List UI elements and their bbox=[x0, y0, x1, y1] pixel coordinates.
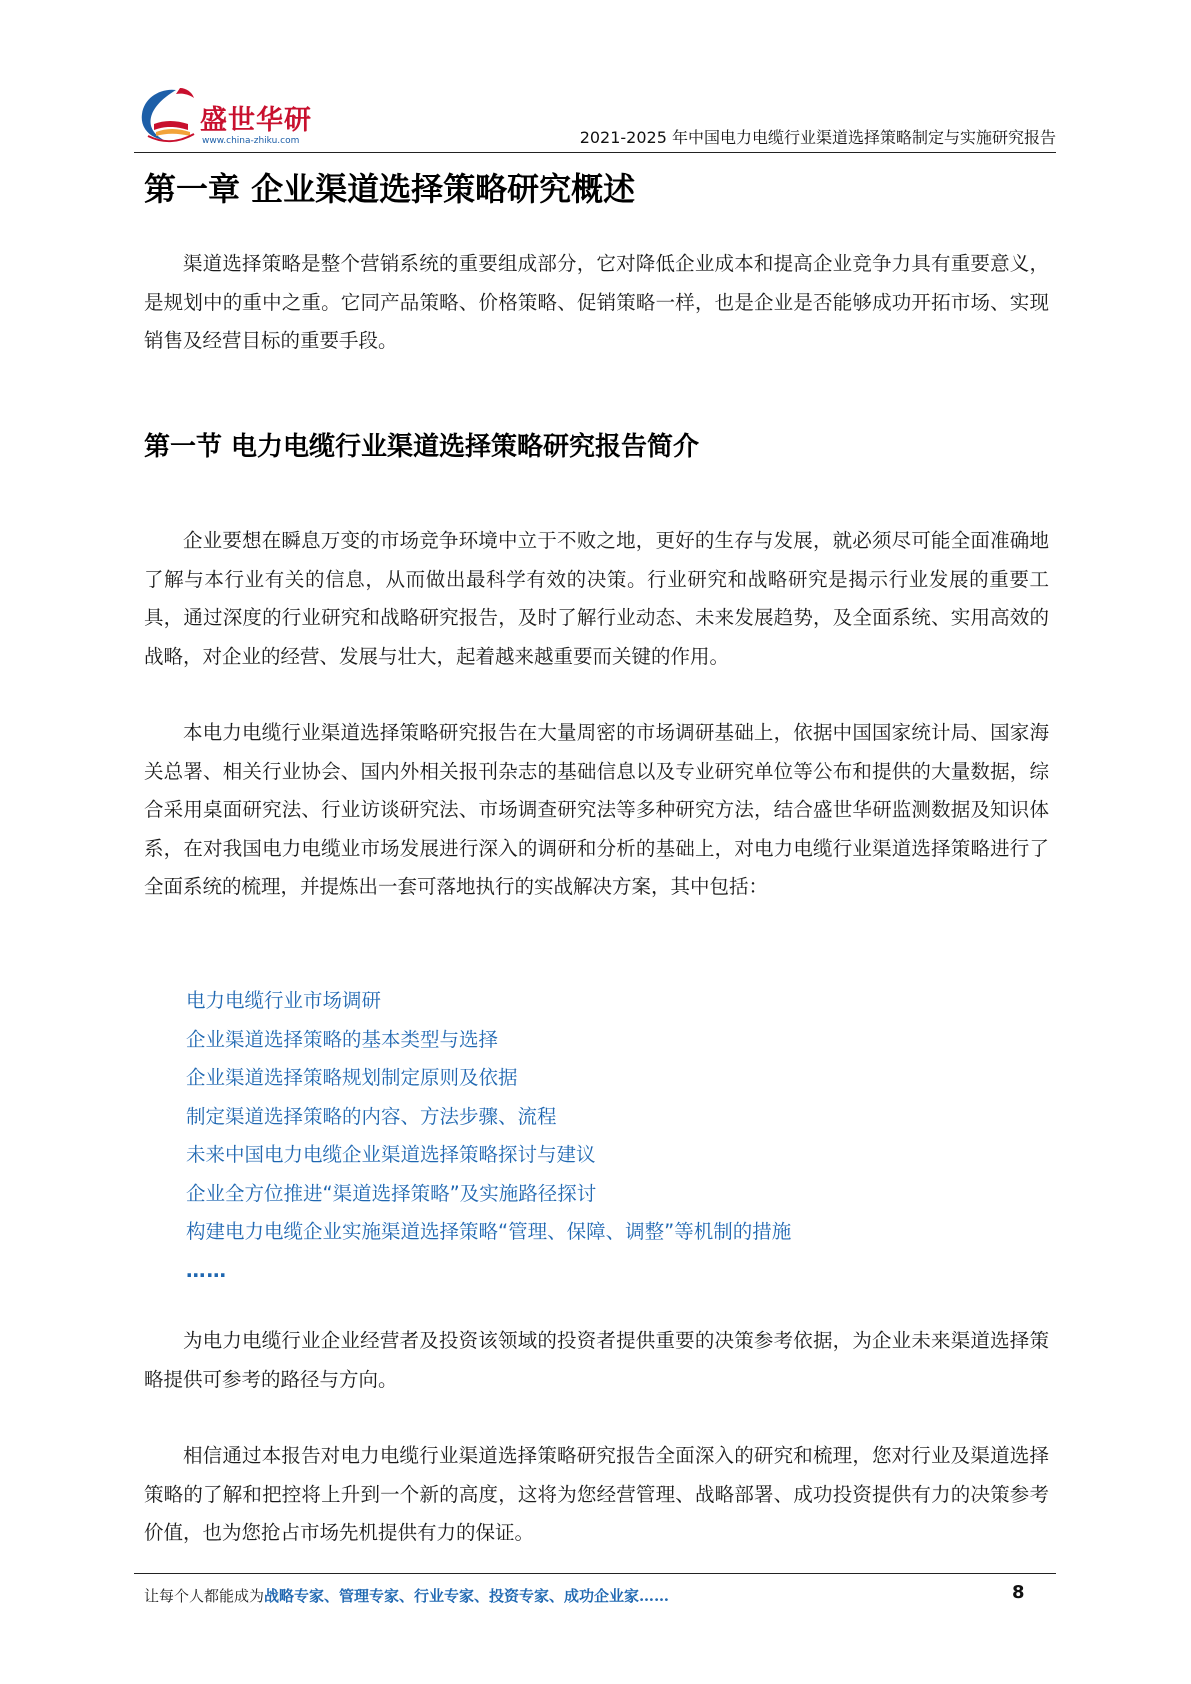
body-paragraph: 为电力电缆行业企业经营者及投资该领域的投资者提供重要的决策参考依据，为企业未来渠道选择策略提供可参考的路径与方向。 bbox=[144, 1329, 1049, 1391]
body-paragraph: 相信通过本报告对电力电缆行业渠道选择策略研究报告全面深入的研究和梳理，您对行业及渠道选择策略的了解和把控将上升到一个新的高度，这将为您经营管理、战略部署、成功投资提供有力的决策参考价值，也为您抢占市场先机提供有力的保证。 bbox=[144, 1444, 1049, 1544]
logo-emblem-icon bbox=[134, 84, 204, 146]
contents-list-item[interactable]: 制定渠道选择策略的内容、方法步骤、流程 bbox=[186, 1104, 557, 1128]
chapter-title: 第一章 企业渠道选择策略研究概述 bbox=[144, 170, 636, 208]
contents-list-ellipsis: …… bbox=[186, 1258, 227, 1282]
footer-divider bbox=[134, 1573, 1056, 1574]
contents-list-item[interactable]: 构建电力电缆企业实施渠道选择策略“管理、保障、调整”等机制的措施 bbox=[186, 1220, 792, 1243]
contents-list-item[interactable]: 企业渠道选择策略规划制定原则及依据 bbox=[186, 1066, 518, 1089]
page-number: 8 bbox=[1012, 1582, 1025, 1603]
report-title: 2021-2025 年中国电力电缆行业渠道选择策略制定与实施研究报告 bbox=[579, 128, 1056, 147]
page-header bbox=[134, 80, 1056, 156]
contents-list-item[interactable]: 企业全方位推进“渠道选择策略”及实施路径探讨 bbox=[186, 1181, 597, 1205]
footer-slogan-highlight: 战略专家、管理专家、行业专家、投资专家、成功企业家…… bbox=[264, 1587, 670, 1605]
footer-slogan-prefix: 让每个人都能成为 bbox=[144, 1587, 265, 1605]
intro-paragraph: 渠道选择策略是整个营销系统的重要组成部分，它对降低企业成本和提高企业竞争力具有重要意义，是规划中的重中之重。它同产品策略、价格策略、促销策略一样，也是企业是否能够成功开拓市场、实现销售及经营目标的重要手段。 bbox=[144, 252, 1049, 352]
section-title: 第一节 电力电缆行业渠道选择策略研究报告简介 bbox=[144, 432, 700, 462]
body-paragraph: 本电力电缆行业渠道选择策略研究报告在大量周密的市场调研基础上，依据中国国家统计局、国家海关总署、相关行业协会、国内外相关报刊杂志的基础信息以及专业研究单位等公布和提供的大量数据，综合采用桌面研究法、行业访谈研究法、市场调查研究法等多种研究方法，结合盛世华研监测数据及知识体系，在对我国电力电缆业市场发展进行深入的调研和分析的基础上，对电力电缆行业渠道选择策略进行了全面系统的梳理，并提炼出一套可落地执行的实战解决方案，其中包括： bbox=[144, 721, 1049, 898]
header-divider bbox=[134, 152, 1056, 153]
footer-slogan bbox=[144, 1585, 669, 1606]
logo-url: www.china-zhiku.com bbox=[202, 136, 300, 146]
logo-text: 盛世华研 bbox=[200, 105, 312, 136]
contents-list-item[interactable]: 电力电缆行业市场调研 bbox=[186, 989, 382, 1012]
contents-list bbox=[186, 982, 791, 1290]
contents-list-item[interactable]: 企业渠道选择策略的基本类型与选择 bbox=[186, 1027, 499, 1051]
contents-list-item[interactable]: 未来中国电力电缆企业渠道选择策略探讨与建议 bbox=[186, 1143, 596, 1166]
body-paragraph: 企业要想在瞬息万变的市场竞争环境中立于不败之地，更好的生存与发展，就必须尽可能全面准确地了解与本行业有关的信息，从而做出最科学有效的决策。行业研究和战略研究是揭示行业发展的重要工具，通过深度的行业研究和战略研究报告，及时了解行业动态、未来发展趋势，及全面系统、实用高效的战略，对企业的经营、发展与壮大，起着越来越重要而关键的作用。 bbox=[144, 529, 1049, 668]
company-logo bbox=[134, 84, 334, 146]
